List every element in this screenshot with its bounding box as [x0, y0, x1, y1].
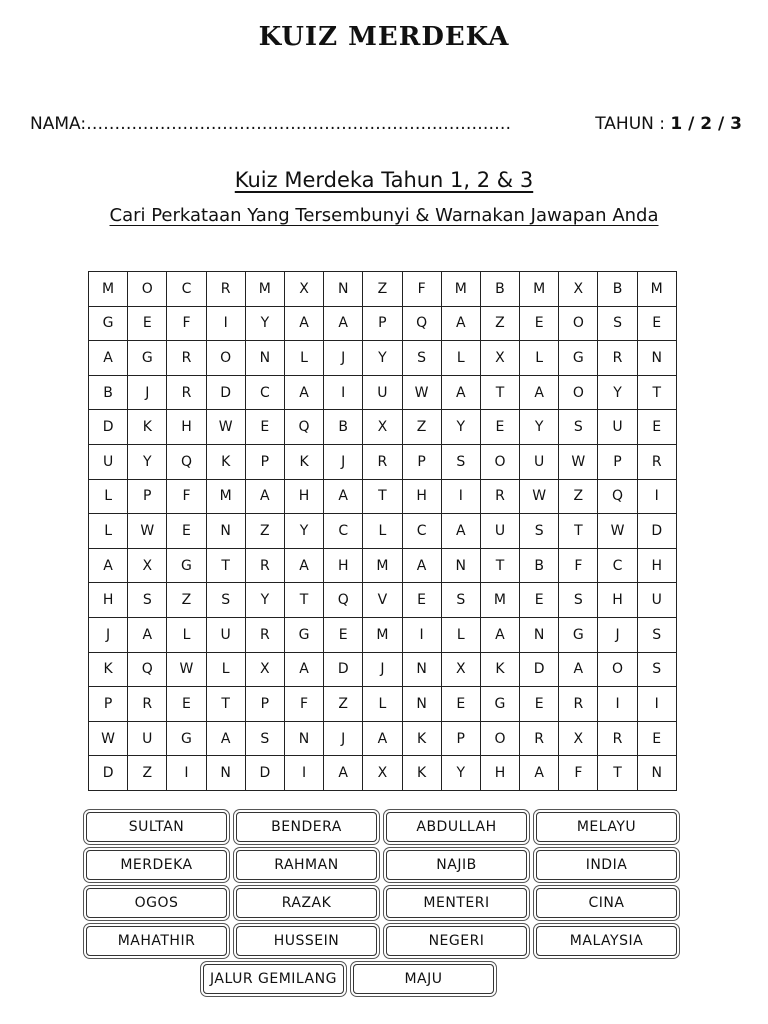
grid-cell[interactable]: R: [559, 687, 598, 722]
grid-cell[interactable]: E: [637, 721, 676, 756]
grid-cell[interactable]: W: [520, 479, 559, 514]
grid-cell[interactable]: M: [480, 583, 519, 618]
page-title: KUIZ MERDEKA: [258, 22, 510, 52]
grid-cell[interactable]: P: [363, 306, 402, 341]
grid-cell[interactable]: U: [480, 514, 519, 549]
grid-cell[interactable]: E: [520, 306, 559, 341]
grid-cell[interactable]: B: [520, 548, 559, 583]
grid-cell[interactable]: X: [284, 272, 323, 307]
grid-cell[interactable]: X: [363, 410, 402, 445]
grid-cell[interactable]: A: [402, 548, 441, 583]
grid-cell[interactable]: A: [245, 479, 284, 514]
grid-cell[interactable]: E: [441, 687, 480, 722]
grid-cell[interactable]: D: [324, 652, 363, 687]
grid-cell[interactable]: T: [480, 548, 519, 583]
grid-cell[interactable]: X: [559, 272, 598, 307]
grid-cell[interactable]: F: [284, 687, 323, 722]
grid-cell[interactable]: R: [363, 444, 402, 479]
grid-cell[interactable]: N: [284, 721, 323, 756]
grid-cell[interactable]: A: [520, 375, 559, 410]
grid-cell[interactable]: G: [167, 548, 206, 583]
grid-cell[interactable]: A: [89, 548, 128, 583]
grid-cell[interactable]: K: [402, 721, 441, 756]
grid-cell[interactable]: L: [363, 687, 402, 722]
grid-cell[interactable]: G: [559, 341, 598, 376]
grid-cell[interactable]: W: [559, 444, 598, 479]
grid-cell[interactable]: N: [441, 548, 480, 583]
grid-cell[interactable]: A: [324, 306, 363, 341]
grid-cell[interactable]: T: [559, 514, 598, 549]
grid-cell[interactable]: Z: [402, 410, 441, 445]
grid-cell[interactable]: W: [598, 514, 637, 549]
grid-cell[interactable]: N: [206, 756, 245, 791]
grid-cell[interactable]: S: [559, 410, 598, 445]
grid-cell[interactable]: J: [128, 375, 167, 410]
grid-cell[interactable]: B: [324, 410, 363, 445]
grid-cell[interactable]: O: [128, 272, 167, 307]
grid-cell[interactable]: W: [206, 410, 245, 445]
grid-cell[interactable]: D: [206, 375, 245, 410]
grid-cell[interactable]: S: [402, 341, 441, 376]
grid-cell[interactable]: Z: [245, 514, 284, 549]
grid-cell[interactable]: M: [441, 272, 480, 307]
grid-cell[interactable]: G: [128, 341, 167, 376]
grid-cell[interactable]: P: [245, 687, 284, 722]
grid-cell[interactable]: W: [89, 721, 128, 756]
grid-cell[interactable]: H: [480, 756, 519, 791]
word-box: MERDEKA: [86, 850, 227, 880]
grid-cell[interactable]: S: [559, 583, 598, 618]
grid-row: [89, 721, 677, 756]
grid-cell[interactable]: X: [559, 721, 598, 756]
grid-cell[interactable]: Z: [128, 756, 167, 791]
grid-cell[interactable]: N: [637, 756, 676, 791]
grid-cell[interactable]: I: [402, 617, 441, 652]
grid-cell[interactable]: T: [637, 375, 676, 410]
grid-cell[interactable]: G: [89, 306, 128, 341]
grid-cell[interactable]: T: [480, 375, 519, 410]
grid-cell[interactable]: Y: [598, 375, 637, 410]
grid-cell[interactable]: L: [363, 514, 402, 549]
grid-cell[interactable]: J: [89, 617, 128, 652]
grid-cell[interactable]: R: [598, 721, 637, 756]
grid-cell[interactable]: Y: [128, 444, 167, 479]
word-box: NAJIB: [386, 850, 527, 880]
grid-cell[interactable]: A: [441, 306, 480, 341]
grid-cell[interactable]: F: [167, 479, 206, 514]
grid-cell[interactable]: C: [324, 514, 363, 549]
grid-cell[interactable]: M: [520, 272, 559, 307]
grid-cell[interactable]: H: [324, 548, 363, 583]
grid-row: [89, 514, 677, 549]
grid-cell[interactable]: E: [520, 583, 559, 618]
grid-cell[interactable]: K: [402, 756, 441, 791]
grid-cell[interactable]: H: [89, 583, 128, 618]
grid-cell[interactable]: E: [324, 617, 363, 652]
grid-cell[interactable]: C: [167, 272, 206, 307]
grid-cell[interactable]: W: [128, 514, 167, 549]
grid-cell[interactable]: Y: [520, 410, 559, 445]
grid-cell[interactable]: O: [206, 341, 245, 376]
grid-cell[interactable]: Z: [363, 272, 402, 307]
grid-cell[interactable]: H: [402, 479, 441, 514]
grid-cell[interactable]: G: [284, 617, 323, 652]
grid-cell[interactable]: F: [559, 756, 598, 791]
word-search-grid: [88, 271, 677, 791]
grid-cell[interactable]: R: [598, 341, 637, 376]
grid-cell[interactable]: T: [284, 583, 323, 618]
grid-cell[interactable]: N: [520, 617, 559, 652]
grid-cell[interactable]: X: [245, 652, 284, 687]
grid-cell[interactable]: I: [441, 479, 480, 514]
grid-cell[interactable]: R: [480, 479, 519, 514]
grid-cell[interactable]: I: [284, 756, 323, 791]
grid-cell[interactable]: J: [363, 652, 402, 687]
word-box: MALAYSIA: [536, 926, 677, 956]
grid-cell[interactable]: B: [480, 272, 519, 307]
word-box: JALUR GEMILANG: [203, 964, 344, 994]
word-box: INDIA: [536, 850, 677, 880]
grid-cell[interactable]: Q: [167, 444, 206, 479]
grid-cell[interactable]: L: [520, 341, 559, 376]
grid-cell[interactable]: K: [206, 444, 245, 479]
word-box: NEGERI: [386, 926, 527, 956]
grid-cell[interactable]: Q: [128, 652, 167, 687]
student-info-row: [30, 114, 742, 140]
quiz-subtitle: Kuiz Merdeka Tahun 1, 2 & 3: [234, 168, 534, 192]
grid-cell[interactable]: E: [402, 583, 441, 618]
grid-cell[interactable]: Z: [480, 306, 519, 341]
grid-row: [89, 375, 677, 410]
grid-cell[interactable]: R: [520, 721, 559, 756]
grid-cell[interactable]: N: [402, 687, 441, 722]
grid-cell[interactable]: M: [363, 548, 402, 583]
grid-cell[interactable]: S: [245, 721, 284, 756]
grid-cell[interactable]: S: [441, 444, 480, 479]
grid-cell[interactable]: F: [559, 548, 598, 583]
grid-cell[interactable]: U: [128, 721, 167, 756]
grid-cell[interactable]: J: [598, 617, 637, 652]
grid-cell[interactable]: P: [598, 444, 637, 479]
grid-cell[interactable]: L: [284, 341, 323, 376]
grid-cell[interactable]: T: [206, 687, 245, 722]
nama-label: NAMA:…………………………………………………………………: [30, 114, 512, 134]
grid-cell[interactable]: S: [637, 617, 676, 652]
grid-cell[interactable]: A: [128, 617, 167, 652]
grid-cell[interactable]: D: [520, 652, 559, 687]
grid-cell[interactable]: S: [128, 583, 167, 618]
grid-cell[interactable]: T: [206, 548, 245, 583]
grid-cell[interactable]: Z: [559, 479, 598, 514]
word-box: MAJU: [353, 964, 494, 994]
grid-cell[interactable]: U: [520, 444, 559, 479]
grid-cell[interactable]: A: [441, 514, 480, 549]
grid-cell[interactable]: M: [363, 617, 402, 652]
grid-cell[interactable]: O: [559, 375, 598, 410]
grid-cell[interactable]: Q: [284, 410, 323, 445]
grid-cell[interactable]: S: [206, 583, 245, 618]
grid-cell[interactable]: U: [363, 375, 402, 410]
grid-cell[interactable]: I: [324, 375, 363, 410]
grid-cell[interactable]: W: [402, 375, 441, 410]
grid-cell[interactable]: G: [559, 617, 598, 652]
grid-cell[interactable]: S: [441, 583, 480, 618]
word-box: MAHATHIR: [86, 926, 227, 956]
grid-cell[interactable]: U: [89, 444, 128, 479]
grid-cell[interactable]: G: [480, 687, 519, 722]
grid-cell[interactable]: F: [167, 306, 206, 341]
grid-cell[interactable]: H: [637, 548, 676, 583]
grid-cell[interactable]: F: [402, 272, 441, 307]
grid-cell[interactable]: A: [324, 479, 363, 514]
word-box: RAZAK: [236, 888, 377, 918]
grid-cell[interactable]: E: [637, 410, 676, 445]
grid-cell[interactable]: I: [637, 479, 676, 514]
grid-row: [89, 652, 677, 687]
grid-row: [89, 341, 677, 376]
grid-cell[interactable]: U: [206, 617, 245, 652]
grid-row: [89, 687, 677, 722]
grid-cell[interactable]: Q: [324, 583, 363, 618]
grid-cell[interactable]: R: [167, 341, 206, 376]
grid-cell[interactable]: N: [402, 652, 441, 687]
grid-cell[interactable]: O: [598, 652, 637, 687]
grid-cell[interactable]: I: [598, 687, 637, 722]
grid-cell[interactable]: N: [324, 272, 363, 307]
grid-cell[interactable]: E: [128, 306, 167, 341]
grid-cell[interactable]: P: [89, 687, 128, 722]
grid-cell[interactable]: M: [89, 272, 128, 307]
grid-cell[interactable]: A: [284, 652, 323, 687]
word-box: HUSSEIN: [236, 926, 377, 956]
word-box: MELAYU: [536, 812, 677, 842]
grid-cell[interactable]: C: [245, 375, 284, 410]
grid-cell[interactable]: A: [441, 375, 480, 410]
grid-cell[interactable]: D: [637, 514, 676, 549]
grid-cell[interactable]: R: [128, 687, 167, 722]
grid-cell[interactable]: U: [598, 410, 637, 445]
grid-cell[interactable]: S: [598, 306, 637, 341]
grid-cell[interactable]: S: [637, 652, 676, 687]
tahun-field: [595, 114, 742, 134]
grid-cell[interactable]: R: [167, 375, 206, 410]
grid-cell[interactable]: N: [206, 514, 245, 549]
grid-cell[interactable]: E: [520, 687, 559, 722]
grid-cell[interactable]: A: [324, 756, 363, 791]
grid-cell[interactable]: X: [480, 341, 519, 376]
grid-cell[interactable]: I: [637, 687, 676, 722]
grid-cell[interactable]: P: [128, 479, 167, 514]
word-box: BENDERA: [236, 812, 377, 842]
grid-cell[interactable]: V: [363, 583, 402, 618]
grid-row: [89, 583, 677, 618]
grid-cell[interactable]: U: [637, 583, 676, 618]
grid-cell[interactable]: D: [89, 410, 128, 445]
grid-cell[interactable]: Y: [363, 341, 402, 376]
grid-row: [89, 306, 677, 341]
grid-cell[interactable]: X: [441, 652, 480, 687]
grid-cell[interactable]: X: [363, 756, 402, 791]
grid-cell[interactable]: L: [89, 514, 128, 549]
grid-cell[interactable]: E: [167, 514, 206, 549]
grid-cell[interactable]: O: [480, 721, 519, 756]
word-box: OGOS: [86, 888, 227, 918]
word-box: RAHMAN: [236, 850, 377, 880]
grid-cell[interactable]: R: [206, 272, 245, 307]
grid-cell[interactable]: D: [245, 756, 284, 791]
word-box: CINA: [536, 888, 677, 918]
grid-cell[interactable]: K: [89, 652, 128, 687]
grid-cell[interactable]: A: [206, 721, 245, 756]
grid-cell[interactable]: P: [441, 721, 480, 756]
grid-cell[interactable]: C: [402, 514, 441, 549]
grid-cell[interactable]: E: [480, 410, 519, 445]
grid-cell[interactable]: Z: [167, 583, 206, 618]
grid-cell[interactable]: R: [637, 444, 676, 479]
grid-cell[interactable]: A: [284, 306, 323, 341]
grid-cell[interactable]: Y: [284, 514, 323, 549]
grid-cell[interactable]: S: [520, 514, 559, 549]
grid-row: [89, 479, 677, 514]
grid-cell[interactable]: A: [559, 652, 598, 687]
grid-cell[interactable]: L: [89, 479, 128, 514]
grid-cell[interactable]: K: [128, 410, 167, 445]
word-box: MENTERI: [386, 888, 527, 918]
grid-cell[interactable]: B: [89, 375, 128, 410]
grid-cell[interactable]: M: [245, 272, 284, 307]
grid-cell[interactable]: P: [245, 444, 284, 479]
grid-cell[interactable]: C: [598, 548, 637, 583]
grid-cell[interactable]: N: [637, 341, 676, 376]
grid-cell[interactable]: M: [206, 479, 245, 514]
grid-cell[interactable]: Q: [598, 479, 637, 514]
grid-cell[interactable]: T: [363, 479, 402, 514]
grid-row: [89, 756, 677, 791]
grid-row: [89, 617, 677, 652]
grid-cell[interactable]: W: [167, 652, 206, 687]
tahun-value: 1 / 2 / 3: [670, 114, 742, 134]
grid-cell[interactable]: O: [559, 306, 598, 341]
grid-cell[interactable]: L: [441, 617, 480, 652]
grid-cell[interactable]: L: [206, 652, 245, 687]
grid-cell[interactable]: X: [128, 548, 167, 583]
grid-cell[interactable]: A: [520, 756, 559, 791]
grid-cell[interactable]: A: [480, 617, 519, 652]
grid-cell[interactable]: G: [167, 721, 206, 756]
word-box: SULTAN: [86, 812, 227, 842]
grid-cell[interactable]: B: [598, 272, 637, 307]
grid-cell[interactable]: A: [284, 375, 323, 410]
grid-cell[interactable]: P: [402, 444, 441, 479]
grid-cell[interactable]: Z: [324, 687, 363, 722]
grid-cell[interactable]: K: [480, 652, 519, 687]
grid-cell[interactable]: Y: [245, 583, 284, 618]
grid-cell[interactable]: L: [167, 617, 206, 652]
grid-cell[interactable]: Y: [245, 306, 284, 341]
grid-cell[interactable]: Y: [441, 756, 480, 791]
grid-cell[interactable]: E: [637, 306, 676, 341]
grid-cell[interactable]: I: [167, 756, 206, 791]
grid-cell[interactable]: H: [598, 583, 637, 618]
grid-cell[interactable]: N: [245, 341, 284, 376]
grid-cell[interactable]: J: [324, 721, 363, 756]
grid-cell[interactable]: D: [89, 756, 128, 791]
grid-cell[interactable]: L: [441, 341, 480, 376]
quiz-instruction: Cari Perkataan Yang Tersembunyi & Warnakan Jawapan Anda: [109, 205, 659, 226]
grid-cell[interactable]: M: [637, 272, 676, 307]
grid-cell[interactable]: H: [284, 479, 323, 514]
tahun-label: TAHUN :: [595, 114, 666, 134]
grid-cell[interactable]: R: [245, 548, 284, 583]
grid-cell[interactable]: A: [363, 721, 402, 756]
word-list: [86, 812, 682, 1002]
grid-cell[interactable]: E: [167, 687, 206, 722]
grid-cell[interactable]: O: [480, 444, 519, 479]
grid-row: [89, 444, 677, 479]
word-box: ABDULLAH: [386, 812, 527, 842]
grid-cell[interactable]: A: [89, 341, 128, 376]
grid-cell[interactable]: E: [245, 410, 284, 445]
grid-cell[interactable]: A: [284, 548, 323, 583]
grid-row: [89, 548, 677, 583]
grid-cell[interactable]: R: [245, 617, 284, 652]
grid-cell[interactable]: J: [324, 444, 363, 479]
grid-cell[interactable]: H: [167, 410, 206, 445]
grid-cell[interactable]: Y: [441, 410, 480, 445]
grid-cell[interactable]: Q: [402, 306, 441, 341]
grid-cell[interactable]: J: [324, 341, 363, 376]
grid-row: [89, 410, 677, 445]
grid-row: [89, 272, 677, 307]
grid-cell[interactable]: I: [206, 306, 245, 341]
grid-cell[interactable]: T: [598, 756, 637, 791]
grid-cell[interactable]: K: [284, 444, 323, 479]
